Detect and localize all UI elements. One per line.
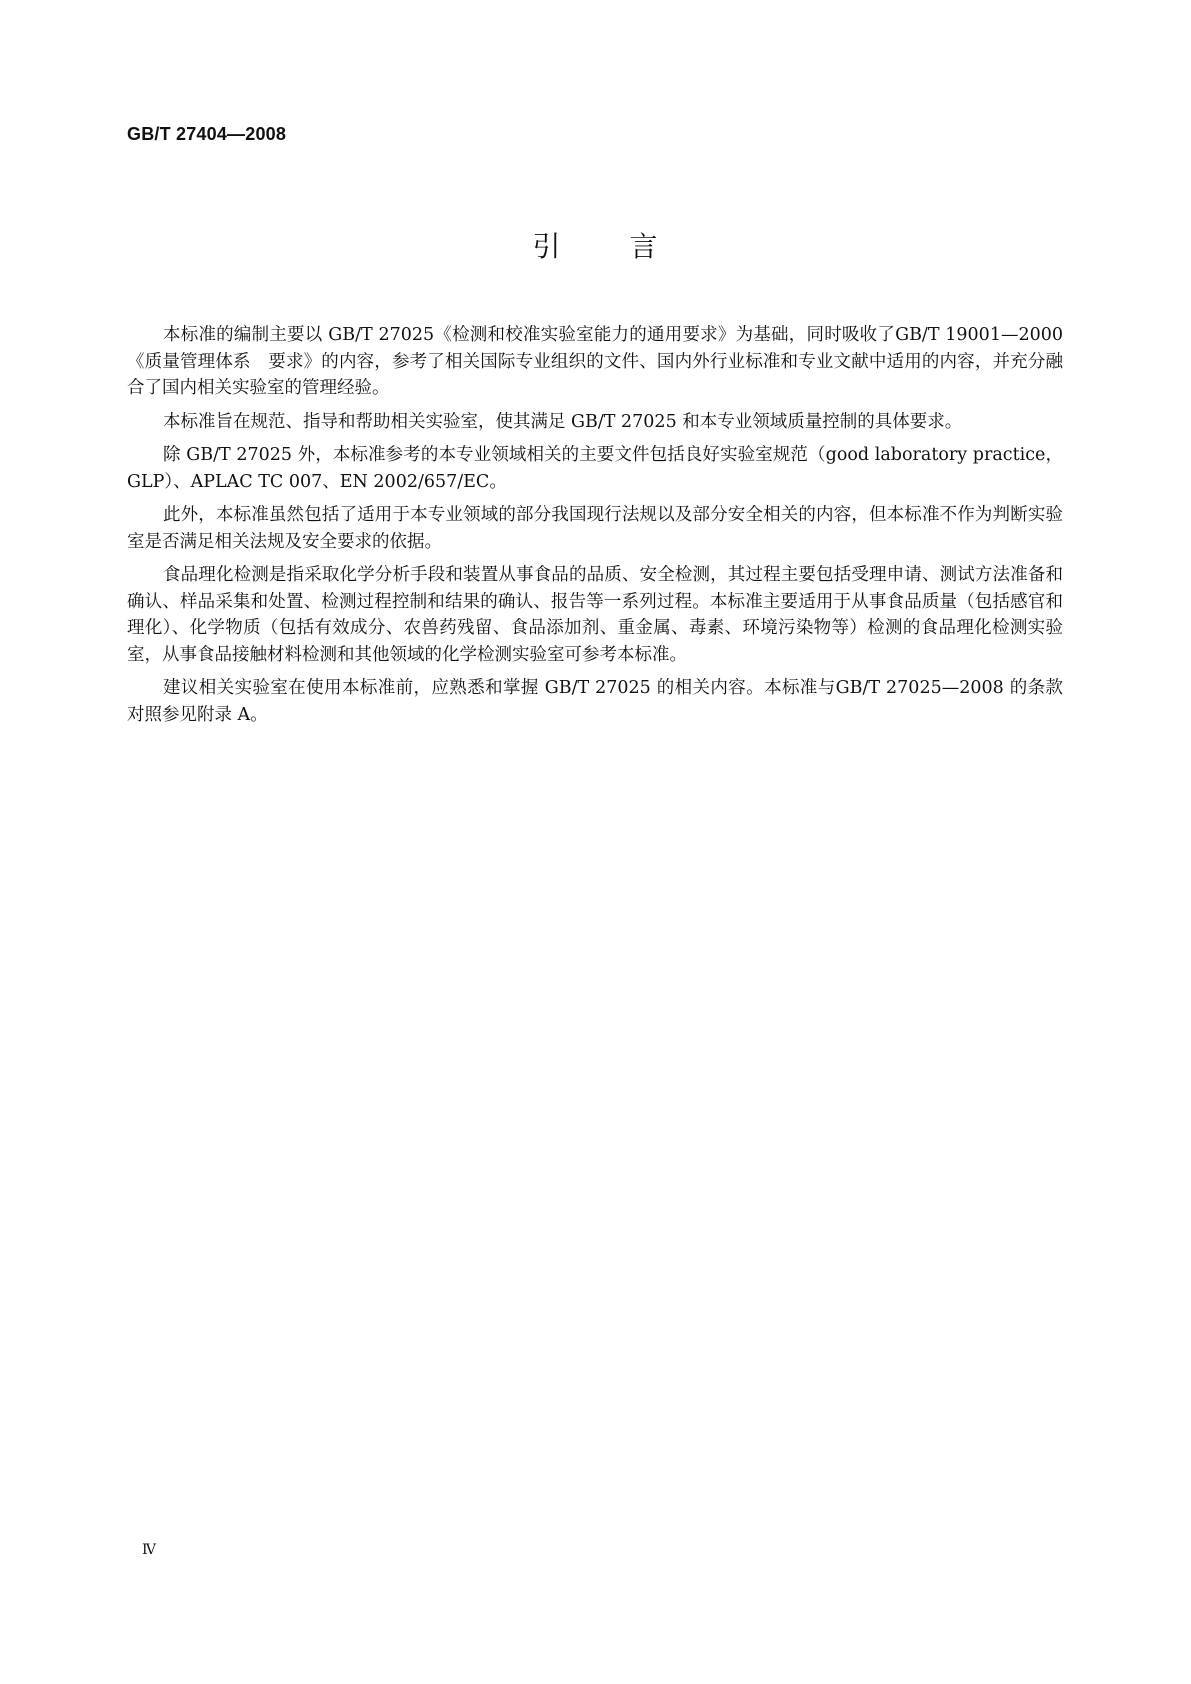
- page-number: Ⅳ: [142, 1542, 156, 1558]
- section-title-char-1: 引: [532, 230, 562, 263]
- section-title: [0, 225, 1191, 265]
- section-title-char-2: 言: [629, 230, 659, 263]
- paragraph-purpose: 本标准旨在规范、指导和帮助相关实验室，使其满足 GB/T 27025 和本专业领域质量控制的具体要求。: [163, 411, 963, 432]
- paragraph-disclaimer: 此外，本标准虽然包括了适用于本专业领域的部分我国现行法规以及部分安全相关的内容，但本标准不作为判断实验室是否满足相关法规及安全要求的依据。: [127, 505, 1063, 552]
- paragraph-basis: 本标准的编制主要以 GB/T 27025《检测和校准实验室能力的通用要求》为基础，同时吸收了GB/T 19001—2000《质量管理体系 要求》的内容，参考了相关国际专业组织的文件、国内外行业标准和专业文献中适用的内容，并充分融合了国内相关实验室的管理经验。: [127, 325, 1063, 398]
- introduction-body: [127, 322, 1063, 735]
- standard-code: GB/T 27404—2008: [127, 124, 287, 144]
- paragraph-scope: 食品理化检测是指采取化学分析手段和装置从事食品的品质、安全检测，其过程主要包括受理申请、测试方法准备和确认、样品采集和处置、检测过程控制和结果的确认、报告等一系列过程。本标准主要适用于从事食品质量（包括感官和理化）、化学物质（包括有效成分、农兽药残留、食品添加剂、重金属、毒素、环境污染物等）检测的食品理化检测实验室，从事食品接触材料检测和其他领域的化学检测实验室可参考本标准。: [127, 565, 1063, 665]
- paragraph-references: 除 GB/T 27025 外，本标准参考的本专业领域相关的主要文件包括良好实验室规范（good laboratory practice，GLP）、APLAC TC 007、EN 2002/657/EC。: [127, 445, 1063, 492]
- paragraph-recommendation: 建议相关实验室在使用本标准前，应熟悉和掌握 GB/T 27025 的相关内容。本标准与GB/T 27025—2008 的条款对照参见附录 A。: [127, 678, 1063, 725]
